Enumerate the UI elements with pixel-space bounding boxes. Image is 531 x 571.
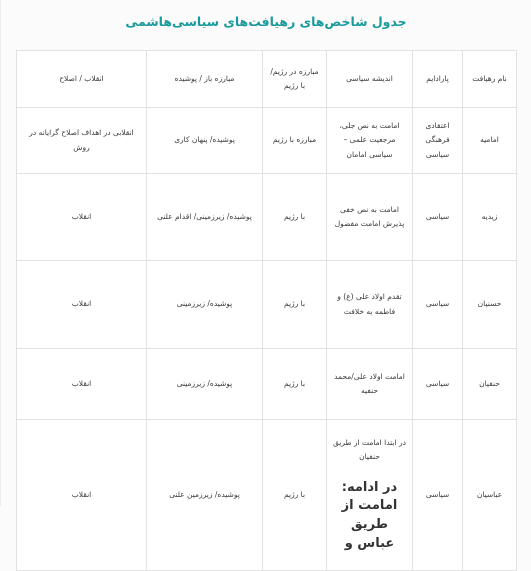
cell-revolution-reform: انقلاب — [17, 420, 147, 571]
cell-struggle-regime: با رژیم — [263, 349, 327, 420]
cell-open-hidden: پوشیده/ زیرزمین علنی — [147, 420, 263, 571]
thought-initial-text: در ابتدا امامت از طریق حنفیان — [333, 438, 406, 462]
cell-political-thought — [327, 420, 413, 571]
cell-approach-name: زیدیه — [463, 174, 517, 261]
header-revolution-reform: انقلاب / اصلاح — [17, 51, 147, 108]
cell-political-thought: امامت به نص خفی پذیرش امامت مفضول — [327, 174, 413, 261]
header-paradigm: پارادایم — [413, 51, 463, 108]
cell-revolution-reform: انقلابی در اهداف اصلاح گرایانه در روش — [17, 108, 147, 174]
cell-open-hidden: پوشیده/ زیرزمینی — [147, 349, 263, 420]
table-header-row — [17, 51, 517, 108]
cell-political-thought: امامت به نص جلی، مرجعیت علمی – سیاسی امامان — [327, 108, 413, 174]
cell-open-hidden: پوشیده/ پنهان کاری — [147, 108, 263, 174]
table-title: جدول شاخص‌های رهیافت‌های سیاسی‌هاشمی — [125, 14, 407, 29]
cell-struggle-regime: با رژیم — [263, 261, 327, 349]
table-row — [17, 349, 517, 420]
cell-approach-name: حسنیان — [463, 261, 517, 349]
header-struggle-regime: مبارزه در رژیم/ با رژیم — [263, 51, 327, 108]
cell-revolution-reform: انقلاب — [17, 349, 147, 420]
thought-continued-text: در ادامه: امامت از طریق عباس و — [341, 479, 398, 552]
approaches-table — [16, 50, 517, 571]
cell-open-hidden: پوشیده/ زیرزمینی/ اقدام علنی — [147, 174, 263, 261]
cell-struggle-regime: با رژیم — [263, 174, 327, 261]
header-political-thought: اندیشه سیاسی — [327, 51, 413, 108]
table-row — [17, 420, 517, 571]
table-row — [17, 108, 517, 174]
cell-open-hidden: پوشیده/ زیرزمینی — [147, 261, 263, 349]
cell-paradigm: سیاسی — [413, 420, 463, 571]
cell-approach-name: عباسیان — [463, 420, 517, 571]
cell-paradigm: اعتقادی فرهنگی سیاسی — [413, 108, 463, 174]
cell-struggle-regime: با رژیم — [263, 420, 327, 571]
header-open-hidden: مبارزه باز / پوشیده — [147, 51, 263, 108]
header-approach-name: نام رهیافت — [463, 51, 517, 108]
cell-political-thought: تقدم اولاد علی (ع) و فاطمه به خلافت — [327, 261, 413, 349]
table-row — [17, 261, 517, 349]
cell-paradigm: سیاسی — [413, 174, 463, 261]
cell-revolution-reform: انقلاب — [17, 174, 147, 261]
cell-approach-name: حنفیان — [463, 349, 517, 420]
cell-revolution-reform: انقلاب — [17, 261, 147, 349]
cell-paradigm: سیاسی — [413, 349, 463, 420]
cell-paradigm: سیاسی — [413, 261, 463, 349]
cell-struggle-regime: مبارزه با رژیم — [263, 108, 327, 174]
table-row — [17, 174, 517, 261]
cell-approach-name: امامیه — [463, 108, 517, 174]
cell-political-thought: امامت اولاد علی/محمد حنفیه — [327, 349, 413, 420]
